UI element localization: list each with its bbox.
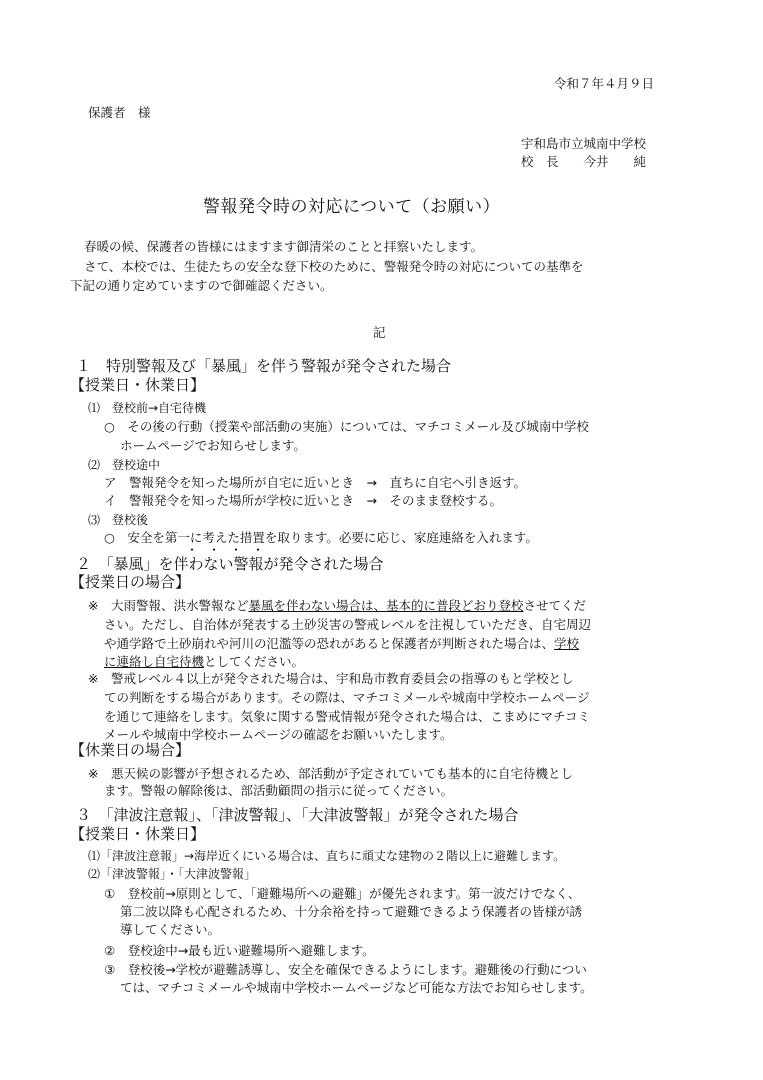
note-line: さい。ただし、自治体が発表する土砂災害の警戒レベルを注視していただき、自宅周辺 <box>104 617 592 632</box>
note-line: ます。警報の解除後は、部活動顧問の指示に従ってください。 <box>104 783 454 798</box>
intro-line: 春暖の候、保護者の皆様にはますます御清栄のことと拝察いたします。 <box>84 239 484 254</box>
item-label: ⑵「津波警報」・「大津波警報」 <box>88 867 257 881</box>
section-heading: １ 特別警報及び「暴風」を伴う警報が発令された場合 <box>76 357 452 375</box>
note-line: ※ 警戒レベル４以上が発令された場合は、宇和島市教育委員会の指導のもと学校とし <box>88 671 574 686</box>
item-text: ① 登校前→原則として、「避難場所への避難」が優先されます。第一波だけでなく、 <box>104 886 581 901</box>
item-text: ② 登校途中→最も近い避難場所へ避難します。 <box>104 943 375 958</box>
section-subheading: 【授業日・休業日】 <box>70 825 206 843</box>
item-text: ③ 登校後→学校が避難誘導し、安全を確保できるようにします。避難後の行動につい <box>104 962 587 977</box>
note-text: や通学路で土砂崩れや河川の氾濫等の恐れがあると保護者が判断された場合は、 <box>104 636 555 651</box>
section-subheading: 【休業日の場合】 <box>70 741 191 759</box>
note-line: メールや城南中学校ホームページの確認をお願いいたします。 <box>104 727 453 742</box>
school-name: 宇和島市立城南中学校 <box>521 136 647 151</box>
ki-marker: 記 <box>373 325 386 340</box>
item-text: ては、マチコミメールや城南中学校ホームページなど可能な方法でお知らせします。 <box>120 980 593 995</box>
addressee: 保護者 様 <box>88 105 151 120</box>
intro-line: 下記の通り定めていますので御確認ください。 <box>70 278 333 293</box>
item-text: ○ 安全を第一に考えた措置を取ります。必要に応じ、家庭連絡を入れます。 <box>104 530 538 545</box>
item-text: 導してください。 <box>120 922 221 937</box>
item-label: ⑴ 登校前→自宅待機 <box>88 401 207 415</box>
page-title: 警報発令時の対応について（お願い） <box>203 197 501 217</box>
principal-name: 校 長 今井 純 <box>521 154 647 169</box>
item-text: ⑴「津波注意報」→海岸近くにいる場合は、直ちに頑丈な建物の２階以上に避難します。 <box>88 849 566 863</box>
intro-line: さて、本校では、生徒たちの安全な登下校のために、警報発令時の対応についての基準を <box>84 259 584 274</box>
note-line: ※ 悪天候の影響が予想されるため、部活動が予定されていても基本的に自宅待機とし <box>88 766 573 781</box>
emphasis-dots: ・・・・ <box>186 543 275 557</box>
item-text: イ 警報発令を知った場所が学校に近いとき → そのまま登校する。 <box>104 493 502 508</box>
item-text: ホームページでお知らせします。 <box>120 438 306 453</box>
note-line <box>104 635 579 652</box>
item-text: 第二波以降も心配されるため、十分余裕を持って避難できるよう保護者の皆様が誘 <box>120 904 583 919</box>
note-text: としてください。 <box>204 654 305 669</box>
item-label: ⑵ 登校途中 <box>88 458 161 472</box>
section-heading: ３ 「津波注意報」、「津波警報」、「大津波警報」が発令された場合 <box>76 806 519 824</box>
section-subheading: 【授業日の場合】 <box>70 573 191 591</box>
section-subheading: 【授業日・休業日】 <box>70 376 206 394</box>
note-text: ※ 大雨警報、洪水警報など <box>88 598 249 613</box>
note-underlined-text: 学校 <box>554 636 580 651</box>
note-underlined-text: 暴風を伴わない場合は、基本的に普段どおり登校 <box>248 598 524 613</box>
document-date: 令和７年４月９日 <box>554 76 655 91</box>
note-line: ての判断をする場合があります。その際は、マチコミメールや城南中学校ホームページ <box>104 690 590 705</box>
note-line: を通じて連絡をします。気象に関する警戒情報が発令された場合は、こまめにマチコミ <box>104 709 591 724</box>
section-heading: ２ 「暴風」を伴わない警報が発令された場合 <box>76 555 384 573</box>
item-text: ○ その後の行動（授業や部活動の実施）については、マチコミメール及び城南中学校 <box>104 419 589 434</box>
note-underlined-text: に連絡し自宅待機 <box>104 654 205 669</box>
note-text: させてくだ <box>523 598 587 613</box>
item-text: ア 警報発令を知った場所が自宅に近いとき → 直ちに自宅へ引き返す。 <box>104 475 526 490</box>
item-label: ⑶ 登校後 <box>88 513 149 527</box>
note-line <box>88 597 586 614</box>
note-line <box>104 653 304 670</box>
